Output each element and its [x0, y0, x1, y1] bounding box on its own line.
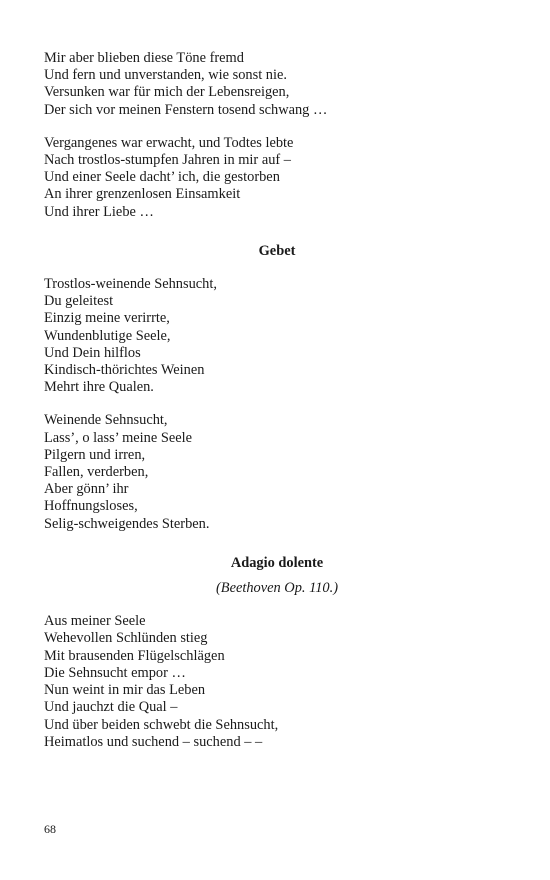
intro-stanza-1 — [44, 50, 510, 119]
poem-line: Fallen, verderben, — [44, 464, 149, 481]
poem-title-gebet: Gebet — [258, 242, 296, 259]
page-number: 68 — [44, 822, 56, 836]
poem-line: Nach trostlos-stumpfen Jahren in mir auf – — [44, 152, 291, 169]
poem-line: Lass’, o lass’ meine Seele — [44, 429, 192, 446]
gebet-stanza-1 — [44, 276, 510, 396]
poem-line: Und über beiden schwebt die Sehnsucht, — [44, 716, 279, 733]
poem-line: Versunken war für mich der Lebensreigen, — [44, 84, 290, 101]
poem-line: Trostlos-weinende Sehnsucht, — [44, 276, 217, 293]
poem-line: Der sich vor meinen Fenstern tosend schwang … — [44, 101, 328, 118]
intro-stanza-2 — [44, 135, 510, 221]
poem-line: Aber gönn’ ihr — [44, 481, 129, 498]
poem-subtitle-adagio: (Beethoven Op. 110.) — [215, 580, 338, 597]
poem-line: Und einer Seele dacht’ ich, die gestorben — [44, 169, 280, 186]
poem-line: Und jauchzt die Qual – — [44, 699, 178, 716]
poem-line: Du geleitest — [44, 293, 114, 310]
poem-line: Weinende Sehnsucht, — [44, 412, 168, 429]
poem-line: Einzig meine verirrte, — [44, 310, 170, 327]
poem-line: Wehevollen Schlünden stieg — [44, 630, 208, 647]
poem-line: Und ihrer Liebe … — [44, 203, 154, 220]
adagio-stanza-1 — [44, 613, 510, 751]
gebet-stanza-2 — [44, 412, 510, 532]
poem-line: Heimatlos und suchend – suchend – – — [44, 733, 263, 750]
page-body — [44, 50, 510, 751]
poem-line: Und fern und unverstanden, wie sonst nie. — [44, 67, 287, 84]
poem-line: Nun weint in mir das Leben — [44, 682, 206, 699]
poem-line: Mit brausenden Flügelschlägen — [44, 647, 225, 664]
poem-line: Die Sehnsucht empor … — [44, 664, 186, 681]
poem-line: Hoffnungsloses, — [44, 498, 138, 515]
poem-line: Und Dein hilflos — [44, 344, 141, 361]
poem-line: Wundenblutige Seele, — [44, 327, 171, 344]
poem-title-adagio: Adagio dolente — [230, 554, 324, 571]
poem-line: An ihrer grenzenlosen Einsamkeit — [44, 186, 241, 203]
poem-line: Mir aber blieben diese Töne fremd — [44, 50, 244, 66]
poem-line: Vergangenes war erwacht, und Todtes lebte — [44, 134, 294, 151]
poem-line: Pilgern und irren, — [44, 446, 146, 463]
poem-line: Mehrt ihre Qualen. — [44, 379, 154, 396]
poem-line: Selig-schweigendes Sterben. — [44, 515, 210, 532]
poem-line: Kindisch-thörichtes Weinen — [44, 362, 205, 379]
poem-line: Aus meiner Seele — [44, 613, 146, 630]
